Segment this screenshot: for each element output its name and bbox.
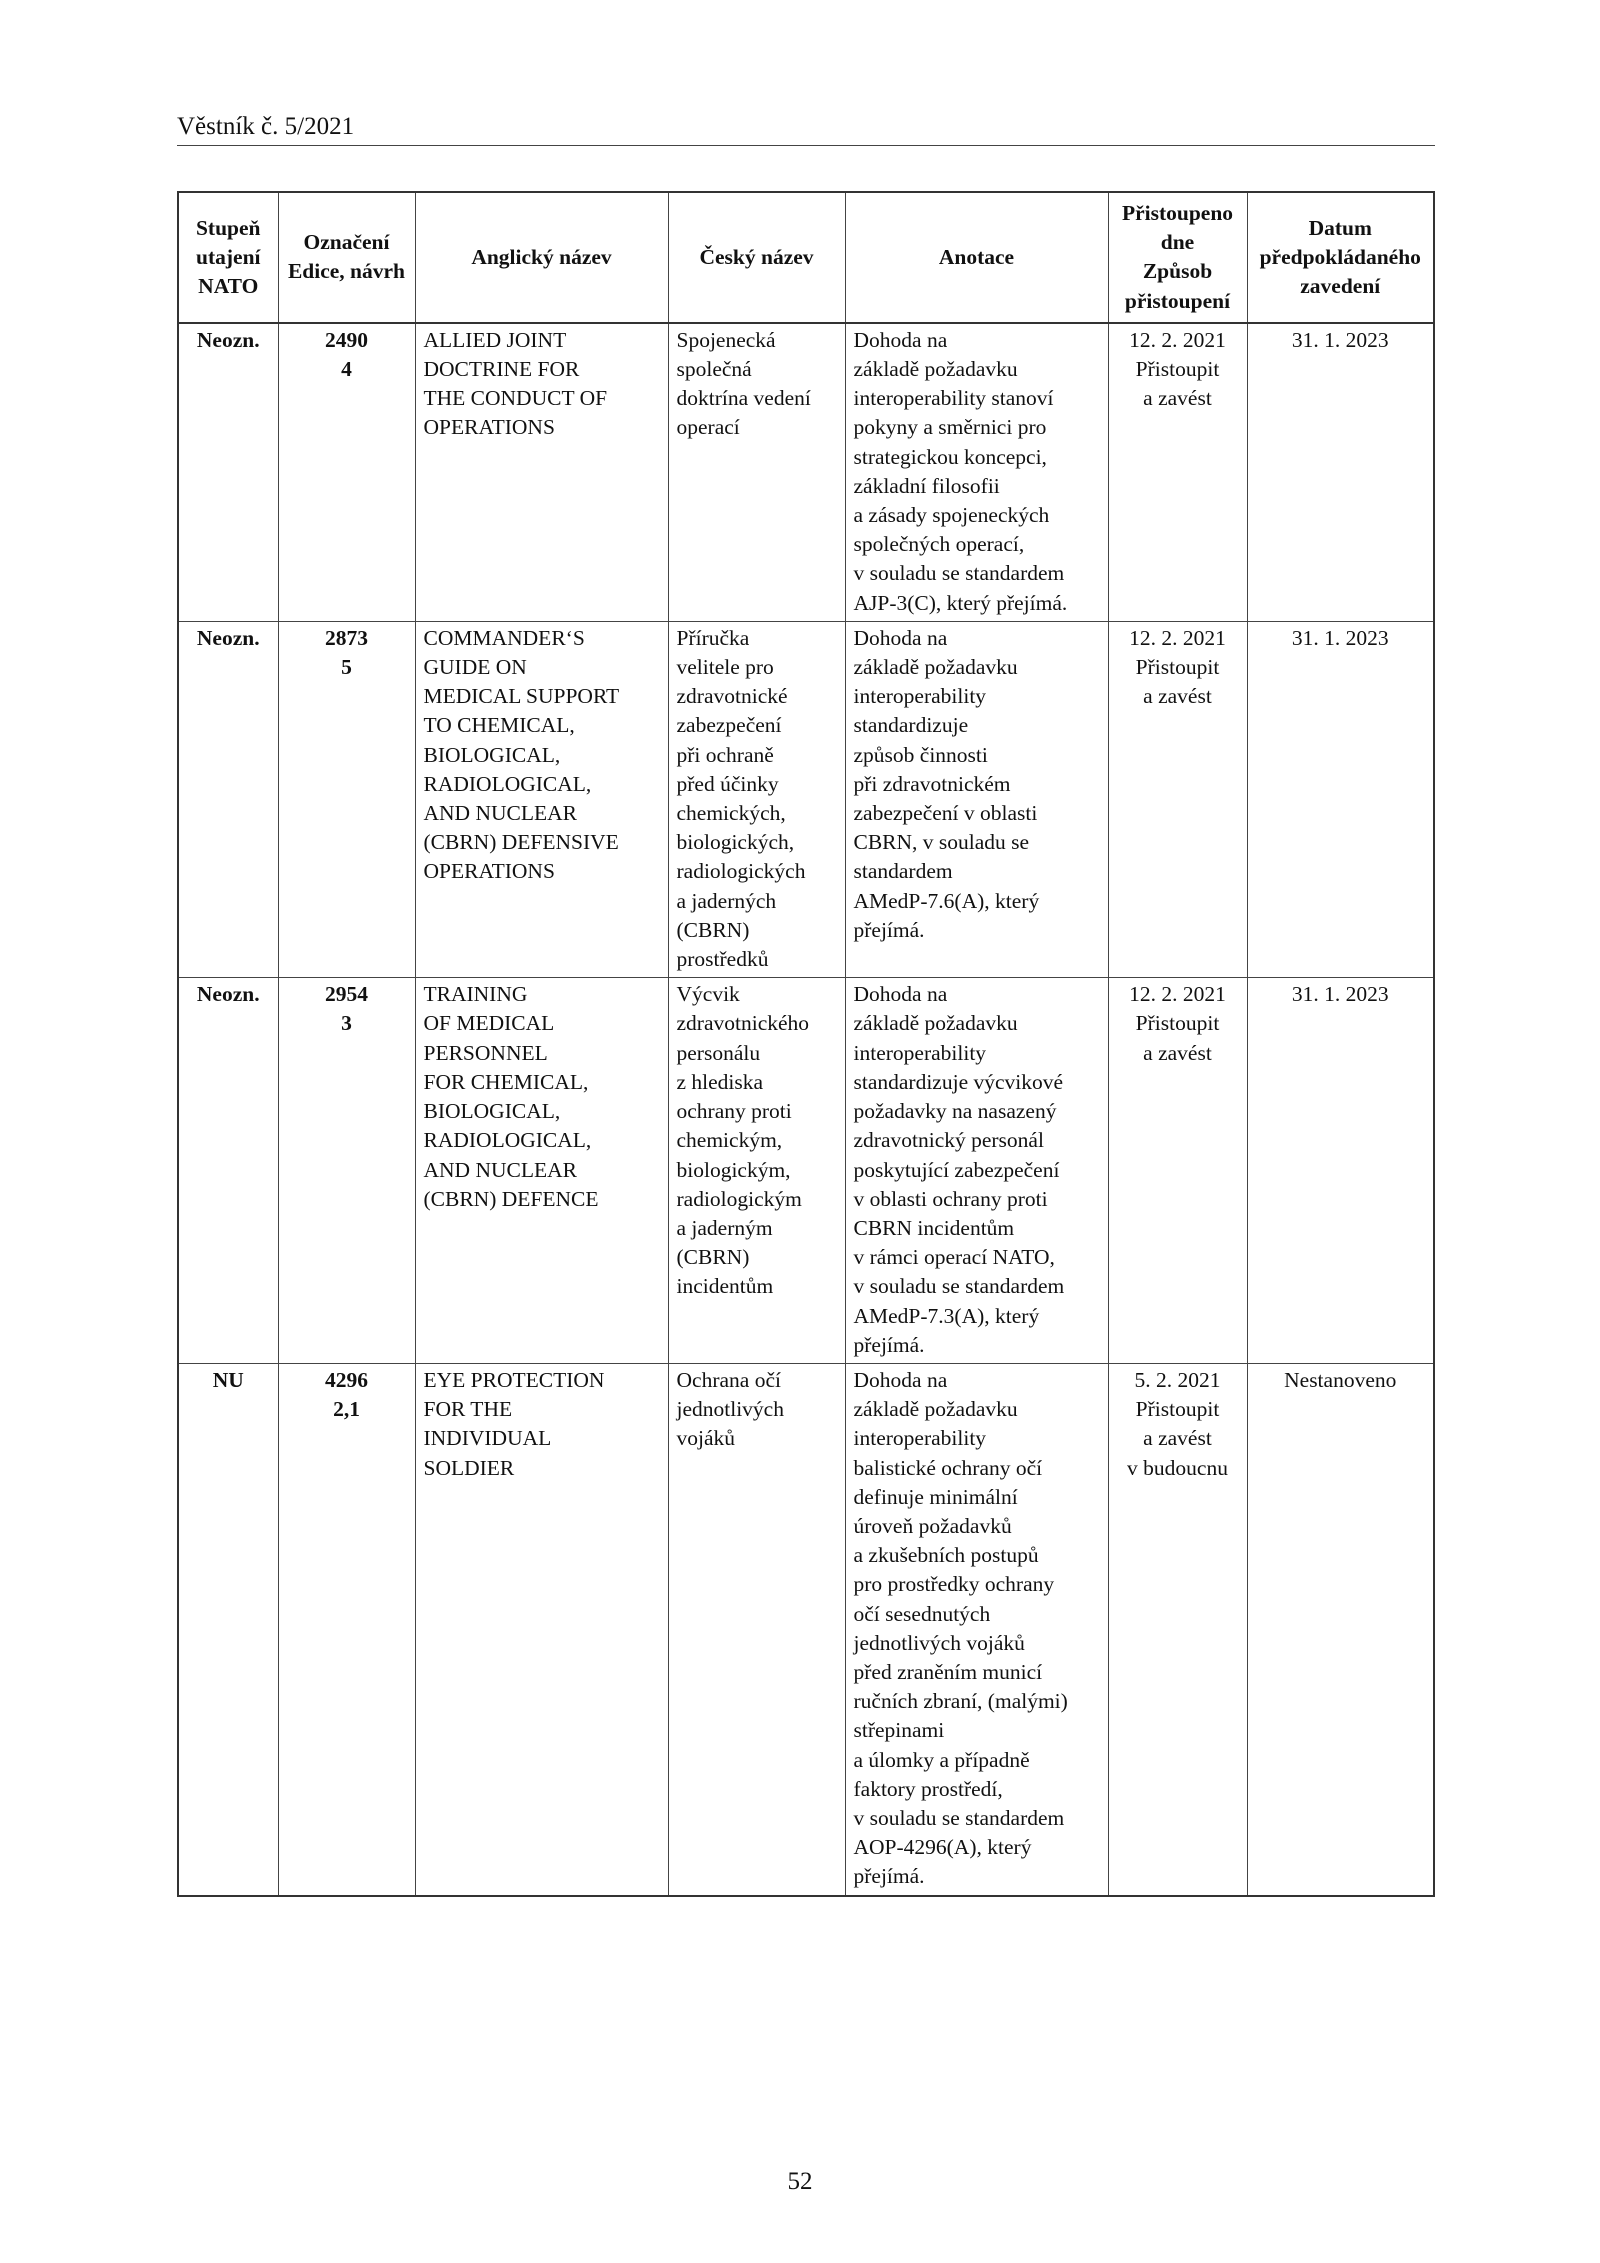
header-english-title: Anglický název	[415, 192, 668, 323]
cell-classification: Neozn.	[178, 323, 278, 622]
table-row	[178, 323, 1434, 622]
cell-english-title: TRAINING OF MEDICAL PERSONNEL FOR CHEMICAL, BIOLOGICAL, RADIOLOGICAL, AND NUCLEAR (CBRN) DEFENCE	[415, 978, 668, 1364]
cell-classification: NU	[178, 1363, 278, 1895]
cell-designation: 4296 2,1	[278, 1363, 415, 1895]
cell-annotation: Dohoda na základě požadavku interoperability balistické ochrany očí definuje minimální úroveň požadavků a zkušebních postupů pro prostředky ochrany očí sesednutých jednotlivých vojáků před zraněním municí ručních zbraní, (malými) střepinami a úlomky a případně faktory prostředí, v souladu se standardem AOP-4296(A), který přejímá.	[845, 1363, 1108, 1895]
header-classification: Stupeň utajení NATO	[178, 192, 278, 323]
table-row	[178, 978, 1434, 1364]
running-head: Věstník č. 5/2021	[177, 112, 1435, 146]
table-row	[178, 621, 1434, 977]
page-number: 52	[787, 2168, 813, 2195]
cell-czech-title: Výcvik zdravotnického personálu z hlediska ochrany proti chemickým, biologickým, radiologickým a jaderným (CBRN) incidentům	[668, 978, 845, 1364]
header-czech-title: Český název	[668, 192, 845, 323]
cell-implementation-date: 31. 1. 2023	[1247, 323, 1434, 622]
cell-czech-title: Ochrana očí jednotlivých vojáků	[668, 1363, 845, 1895]
cell-implementation-date: Nestanoveno	[1247, 1363, 1434, 1895]
cell-czech-title: Příručka velitele pro zdravotnické zabezpečení při ochraně před účinky chemických, biologických, radiologických a jaderných (CBRN) prostředků	[668, 621, 845, 977]
cell-designation: 2954 3	[278, 978, 415, 1364]
header-accession: Přistoupeno dne Způsob přistoupení	[1108, 192, 1247, 323]
cell-accession: 12. 2. 2021 Přistoupit a zavést	[1108, 621, 1247, 977]
header-designation: Označení Edice, návrh	[278, 192, 415, 323]
cell-accession: 12. 2. 2021 Přistoupit a zavést	[1108, 978, 1247, 1364]
standards-table-container	[177, 191, 1433, 1897]
cell-accession: 5. 2. 2021 Přistoupit a zavést v budoucnu	[1108, 1363, 1247, 1895]
header-annotation: Anotace	[845, 192, 1108, 323]
cell-annotation: Dohoda na základě požadavku interoperability standardizuje způsob činnosti při zdravotnickém zabezpečení v oblasti CBRN, v souladu se standardem AMedP-7.6(A), který přejímá.	[845, 621, 1108, 977]
header-row	[178, 192, 1434, 323]
cell-english-title: ALLIED JOINT DOCTRINE FOR THE CONDUCT OF OPERATIONS	[415, 323, 668, 622]
cell-english-title: EYE PROTECTION FOR THE INDIVIDUAL SOLDIER	[415, 1363, 668, 1895]
cell-designation: 2873 5	[278, 621, 415, 977]
cell-classification: Neozn.	[178, 621, 278, 977]
cell-classification: Neozn.	[178, 978, 278, 1364]
cell-implementation-date: 31. 1. 2023	[1247, 978, 1434, 1364]
cell-annotation: Dohoda na základě požadavku interoperability stanoví pokyny a směrnici pro strategickou koncepci, základní filosofii a zásady spojeneckých společných operací, v souladu se standardem AJP-3(C), který přejímá.	[845, 323, 1108, 622]
cell-english-title: COMMANDER‘S GUIDE ON MEDICAL SUPPORT TO CHEMICAL, BIOLOGICAL, RADIOLOGICAL, AND NUCLEAR (CBRN) DEFENSIVE OPERATIONS	[415, 621, 668, 977]
cell-annotation: Dohoda na základě požadavku interoperability standardizuje výcvikové požadavky na nasazený zdravotnický personál poskytující zabezpečení v oblasti ochrany proti CBRN incidentům v rámci operací NATO, v souladu se standardem AMedP-7.3(A), který přejímá.	[845, 978, 1108, 1364]
cell-designation: 2490 4	[278, 323, 415, 622]
standards-table	[177, 191, 1435, 1897]
cell-implementation-date: 31. 1. 2023	[1247, 621, 1434, 977]
cell-czech-title: Spojenecká společná doktrína vedení operací	[668, 323, 845, 622]
table-row	[178, 1363, 1434, 1895]
header-implementation-date: Datum předpokládaného zavedení	[1247, 192, 1434, 323]
cell-accession: 12. 2. 2021 Přistoupit a zavést	[1108, 323, 1247, 622]
